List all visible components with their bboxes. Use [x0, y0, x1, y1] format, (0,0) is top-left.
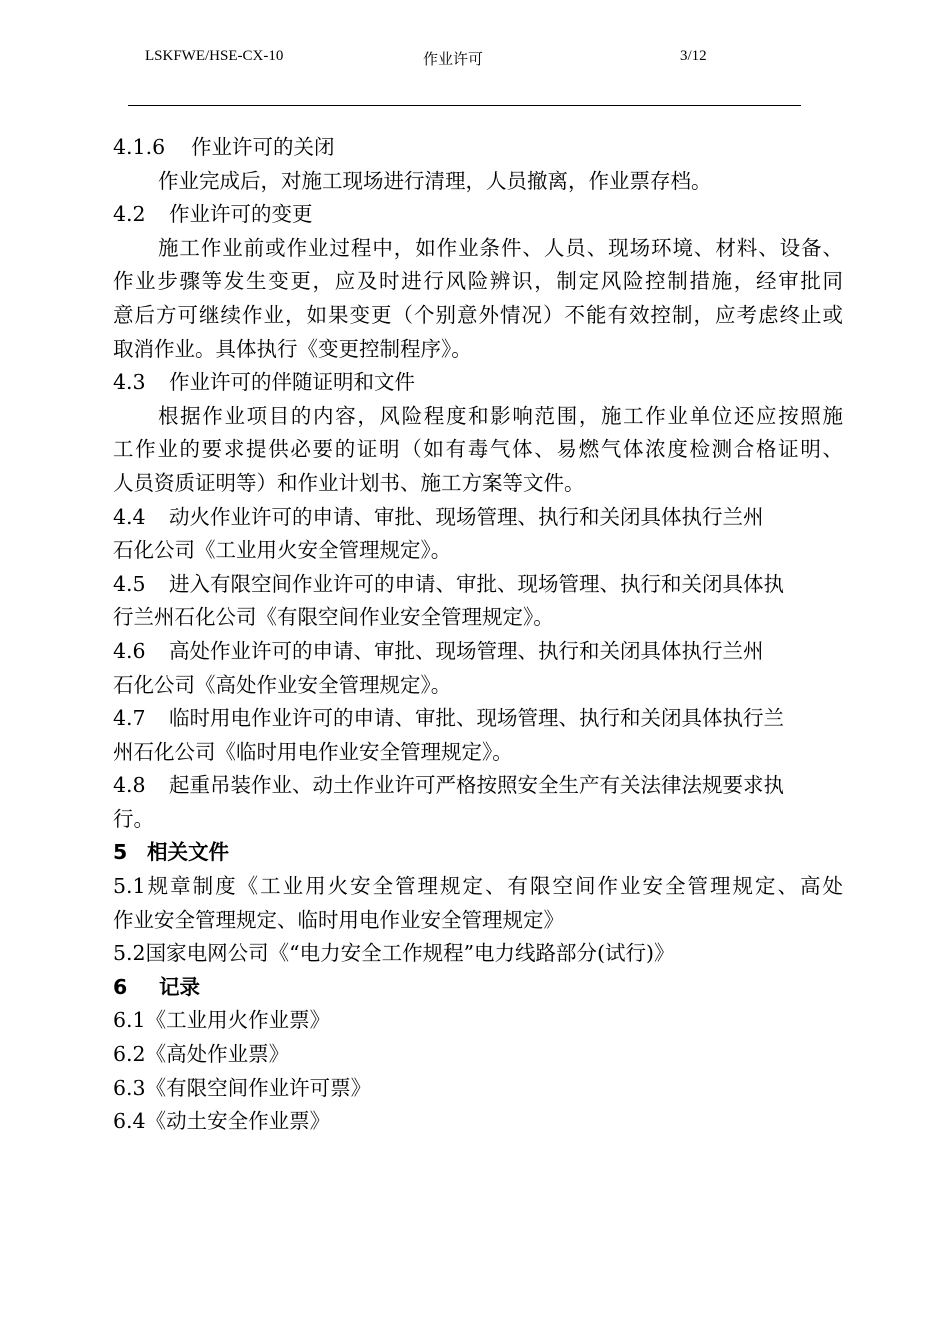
clause-text: 起重吊装作业、动土作业许可严格按照安全生产有关法律法规要求执	[169, 773, 784, 798]
record-item-6-1: 6.1《工业用火作业票》	[113, 1008, 331, 1033]
section-number: 6	[113, 974, 128, 999]
paragraph-line: 人员资质证明等）和作业计划书、施工方案等文件。	[113, 470, 585, 495]
page-number: 3/12	[680, 48, 707, 64]
clause-4-8-line-1	[113, 769, 843, 803]
clause-4-5-line-1	[113, 568, 843, 602]
document-code: LSKFWE/HSE-CX-10	[145, 48, 284, 64]
page-header	[0, 48, 950, 70]
section-title: 作业许可的变更	[169, 202, 313, 227]
clause-4-8-line-2: 行。	[113, 806, 154, 831]
record-item-6-4: 6.4《动土安全作业票》	[113, 1109, 331, 1134]
document-title: 作业许可	[423, 52, 484, 68]
paragraph-line: 作业完成后，对施工现场进行清理，人员撤离，作业票存档。	[158, 168, 712, 193]
section-title: 作业许可的伴随证明和文件	[169, 370, 415, 395]
section-number: 4.3	[113, 370, 146, 395]
clause-text: 进入有限空间作业许可的申请、审批、现场管理、执行和关闭具体执	[169, 571, 784, 596]
section-title: 记录	[159, 974, 200, 999]
section-heading-4-1-6	[113, 131, 843, 165]
paragraph-line: 根据作业项目的内容，风险程度和影响范围，施工作业单位还应按照施	[158, 403, 843, 428]
clause-4-4-line-2: 石化公司《工业用火安全管理规定》。	[113, 538, 452, 563]
section-number: 4.8	[113, 773, 146, 798]
clause-text: 动火作业许可的申请、审批、现场管理、执行和关闭具体执行兰州	[169, 504, 764, 529]
clause-4-7-line-1	[113, 702, 843, 736]
paragraph-line: 工作业的要求提供必要的证明（如有毒气体、易燃气体浓度检测合格证明、	[113, 437, 843, 462]
document-body	[113, 131, 843, 1139]
section-title: 相关文件	[147, 840, 229, 865]
section-number: 4.6	[113, 638, 146, 663]
section-title: 作业许可的关闭	[191, 135, 335, 159]
clause-4-6-line-2: 石化公司《高处作业安全管理规定》。	[113, 672, 452, 697]
record-item-6-2: 6.2《高处作业票》	[113, 1042, 290, 1067]
clause-text: 高处作业许可的申请、审批、现场管理、执行和关闭具体执行兰州	[169, 638, 764, 663]
section-heading-5	[113, 836, 843, 870]
paragraph-line: 意后方可继续作业，如果变更（个别意外情况）不能有效控制，应考虑终止或	[113, 302, 843, 327]
section-number: 5	[113, 840, 128, 865]
clause-4-4-line-1	[113, 501, 843, 535]
clause-4-6-line-1	[113, 635, 843, 669]
related-doc-5-1-line-2: 作业安全管理规定、临时用电作业安全管理规定》	[113, 907, 564, 932]
paragraph-line: 作业步骤等发生变更，应及时进行风险辨识，制定风险控制措施，经审批同	[113, 269, 843, 294]
paragraph-line: 施工作业前或作业过程中，如作业条件、人员、现场环境、材料、设备、	[158, 235, 843, 260]
section-number: 4.7	[113, 706, 146, 731]
related-doc-5-1-line-1: 5.1规章制度《工业用火安全管理规定、有限空间作业安全管理规定、高处	[113, 874, 843, 899]
record-item-6-3: 6.3《有限空间作业许可票》	[113, 1075, 372, 1100]
header-rule	[128, 105, 801, 106]
section-number: 4.4	[113, 504, 146, 529]
clause-4-7-line-2: 州石化公司《临时用电作业安全管理规定》。	[113, 739, 513, 764]
clause-4-5-line-2: 行兰州石化公司《有限空间作业安全管理规定》。	[113, 605, 554, 630]
paragraph-line: 取消作业。具体执行《变更控制程序》。	[113, 336, 472, 361]
section-heading-4-3	[113, 366, 843, 400]
section-number: 4.1.6	[113, 135, 166, 159]
related-doc-5-2: 5.2国家电网公司《“电力安全工作规程”电力线路部分(试行)》	[113, 941, 675, 966]
section-heading-4-2	[113, 198, 843, 232]
clause-text: 临时用电作业许可的申请、审批、现场管理、执行和关闭具体执行兰	[169, 706, 784, 731]
section-number: 4.2	[113, 202, 146, 227]
section-heading-6	[113, 971, 843, 1005]
section-number: 4.5	[113, 571, 146, 596]
